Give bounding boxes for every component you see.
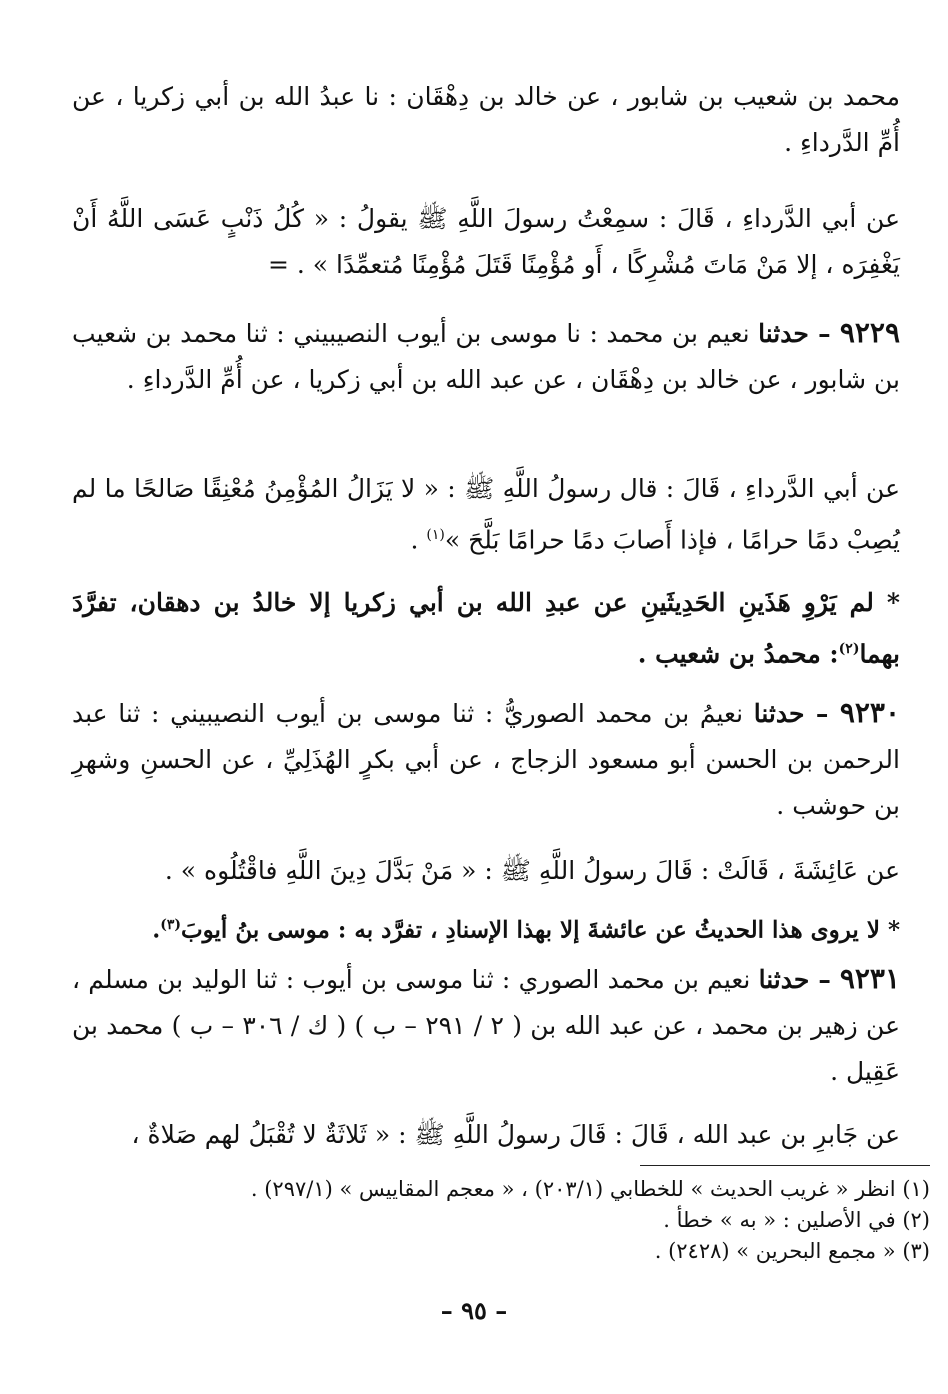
paragraph-isnad: محمد بن شعيب بن شابور ، عن خالد بن دِهْقَان : نا عبدُ الله بن أبي زكريا ، عن أُمِّ الدَّرداءِ . — [72, 82, 900, 157]
haddathana-word: حدثنا — [758, 319, 809, 348]
hadith-number: ٩٢٣١ — [839, 962, 900, 995]
footnote-ref: (٣) — [160, 917, 181, 933]
footnotes — [130, 1174, 930, 1267]
hadith-matn-block — [72, 196, 900, 288]
hadith-9231 — [72, 956, 900, 1095]
hadith-9229-note — [72, 580, 900, 677]
hadith-matn: عن أبي الدَّرداءِ ، قَالَ : قال رسولُ اللَّهِ ﷺ : « لا يَزَالُ المُؤْمِنُ مُعْنِقًا صَالحًا ما لم يُصِبْ دمًا حرامًا ، فإذا أَصابَ دمًا حرامًا بَلَّحَ »$^{(١)}$ . — [72, 474, 900, 555]
hadith-isnad: ٩٢٢٩ – حدثنا نعيم بن محمد : نا موسى بن أيوب النصيبيني : ثنا محمد بن شعيب بن شابور ، عن خالد بن دِهْقَان ، عن عبد الله بن أبي زكريا ، عن أُمِّ الدَّرداءِ . — [72, 316, 900, 394]
hadith-matn: عن عَائِشَةَ ، قَالَتْ : قَالَ رسولُ اللَّهِ ﷺ : « مَنْ بَدَّلَ دِينَ اللَّهِ فاقْتُلُوه » . — [164, 856, 900, 885]
hadith-isnad: ٩٢٣٠ – حدثنا نعيمُ بن محمد الصوريُّ : ثنا موسى بن أيوب النصيبيني : ثنا عبد الرحمن بن الحسن أبو مسعود الزجاج ، عن أبي بكرٍ الهُذَلِيِّ ، عن الحسنِ وشهرِ بن حوشب . — [72, 696, 900, 820]
footnote-ref: (٢) — [838, 641, 860, 657]
hadith-9229 — [72, 310, 900, 403]
editor-note: * لا يروى هذا الحديثُ عن عائشةَ إلا بهذا الإسنادِ ، تفرَّد به : موسى بنُ أيوبَ$^{(٣)}$. — [152, 916, 900, 944]
hadith-9230 — [72, 690, 900, 829]
haddathana-word: حدثنا — [758, 965, 810, 994]
footnote-1: (١) انظر « غريب الحديث » للخطابي (٢٠٣/١) ، « معجم المقاييس » (٢٩٧/١) . — [250, 1177, 930, 1201]
hadith-isnad: ٩٢٣١ – حدثنا نعيم بن محمد الصوري : ثنا موسى بن أيوب : ثنا الوليد بن مسلم ، عن زهير بن محمد ، عن عبد الله بن ( ٢ / ٢٩١ – ب ) ( ك / ٣٠٦ – ب ) محمد بن عَقِيل . — [72, 962, 900, 1086]
hadith-number: ٩٢٣٠ — [839, 696, 900, 729]
hadith-9230-matn — [72, 848, 900, 894]
footnote-ref: (١) — [426, 527, 445, 543]
isnad-continuation — [72, 74, 900, 166]
hadith-9230-note — [72, 902, 900, 954]
footnote-2: (٢) في الأصلين : « به » خطأ . — [663, 1208, 930, 1232]
page-number: – ٩٥ – — [440, 1296, 508, 1325]
editor-note: * لم يَرْوِ هَذَينِ الحَدِيثَينِ عن عبدِ الله بن أبي زكريا إلا خالدُ بن دهقان، تفرَّدَ بهما$^{(٢)}$: محمدُ بن شعيب . — [72, 588, 900, 669]
hadith-number: ٩٢٢٩ — [839, 316, 900, 349]
paragraph-matn: عن أبي الدَّرداءِ ، قَالَ : سمِعْتُ رسولَ اللَّهِ ﷺ يقولُ : « كُلُ ذَنْبٍ عَسَى اللَّهُ أَنْ يَغْفِرَه ، إلا مَنْ مَاتَ مُشْرِكًا ، أَو مُؤْمِنًا قَتَلَ مُؤْمِنًا مُتعمِّدًا » . = — [72, 204, 900, 279]
haddathana-word: حدثنا — [753, 699, 805, 728]
footnote-3: (٣) « مجمع البحرين » (٢٤٢٨) . — [654, 1239, 930, 1263]
hadith-9231-matn — [72, 1112, 900, 1158]
footnote-divider — [640, 1165, 930, 1166]
hadith-matn: عن جَابرِ بن عبد الله ، قَالَ : قَالَ رسولُ اللَّهِ ﷺ : « ثَلاثَةٌ لا تُقْبَلُ لهم صَلاةٌ ، — [131, 1120, 900, 1149]
hadith-9229-matn — [72, 466, 900, 563]
